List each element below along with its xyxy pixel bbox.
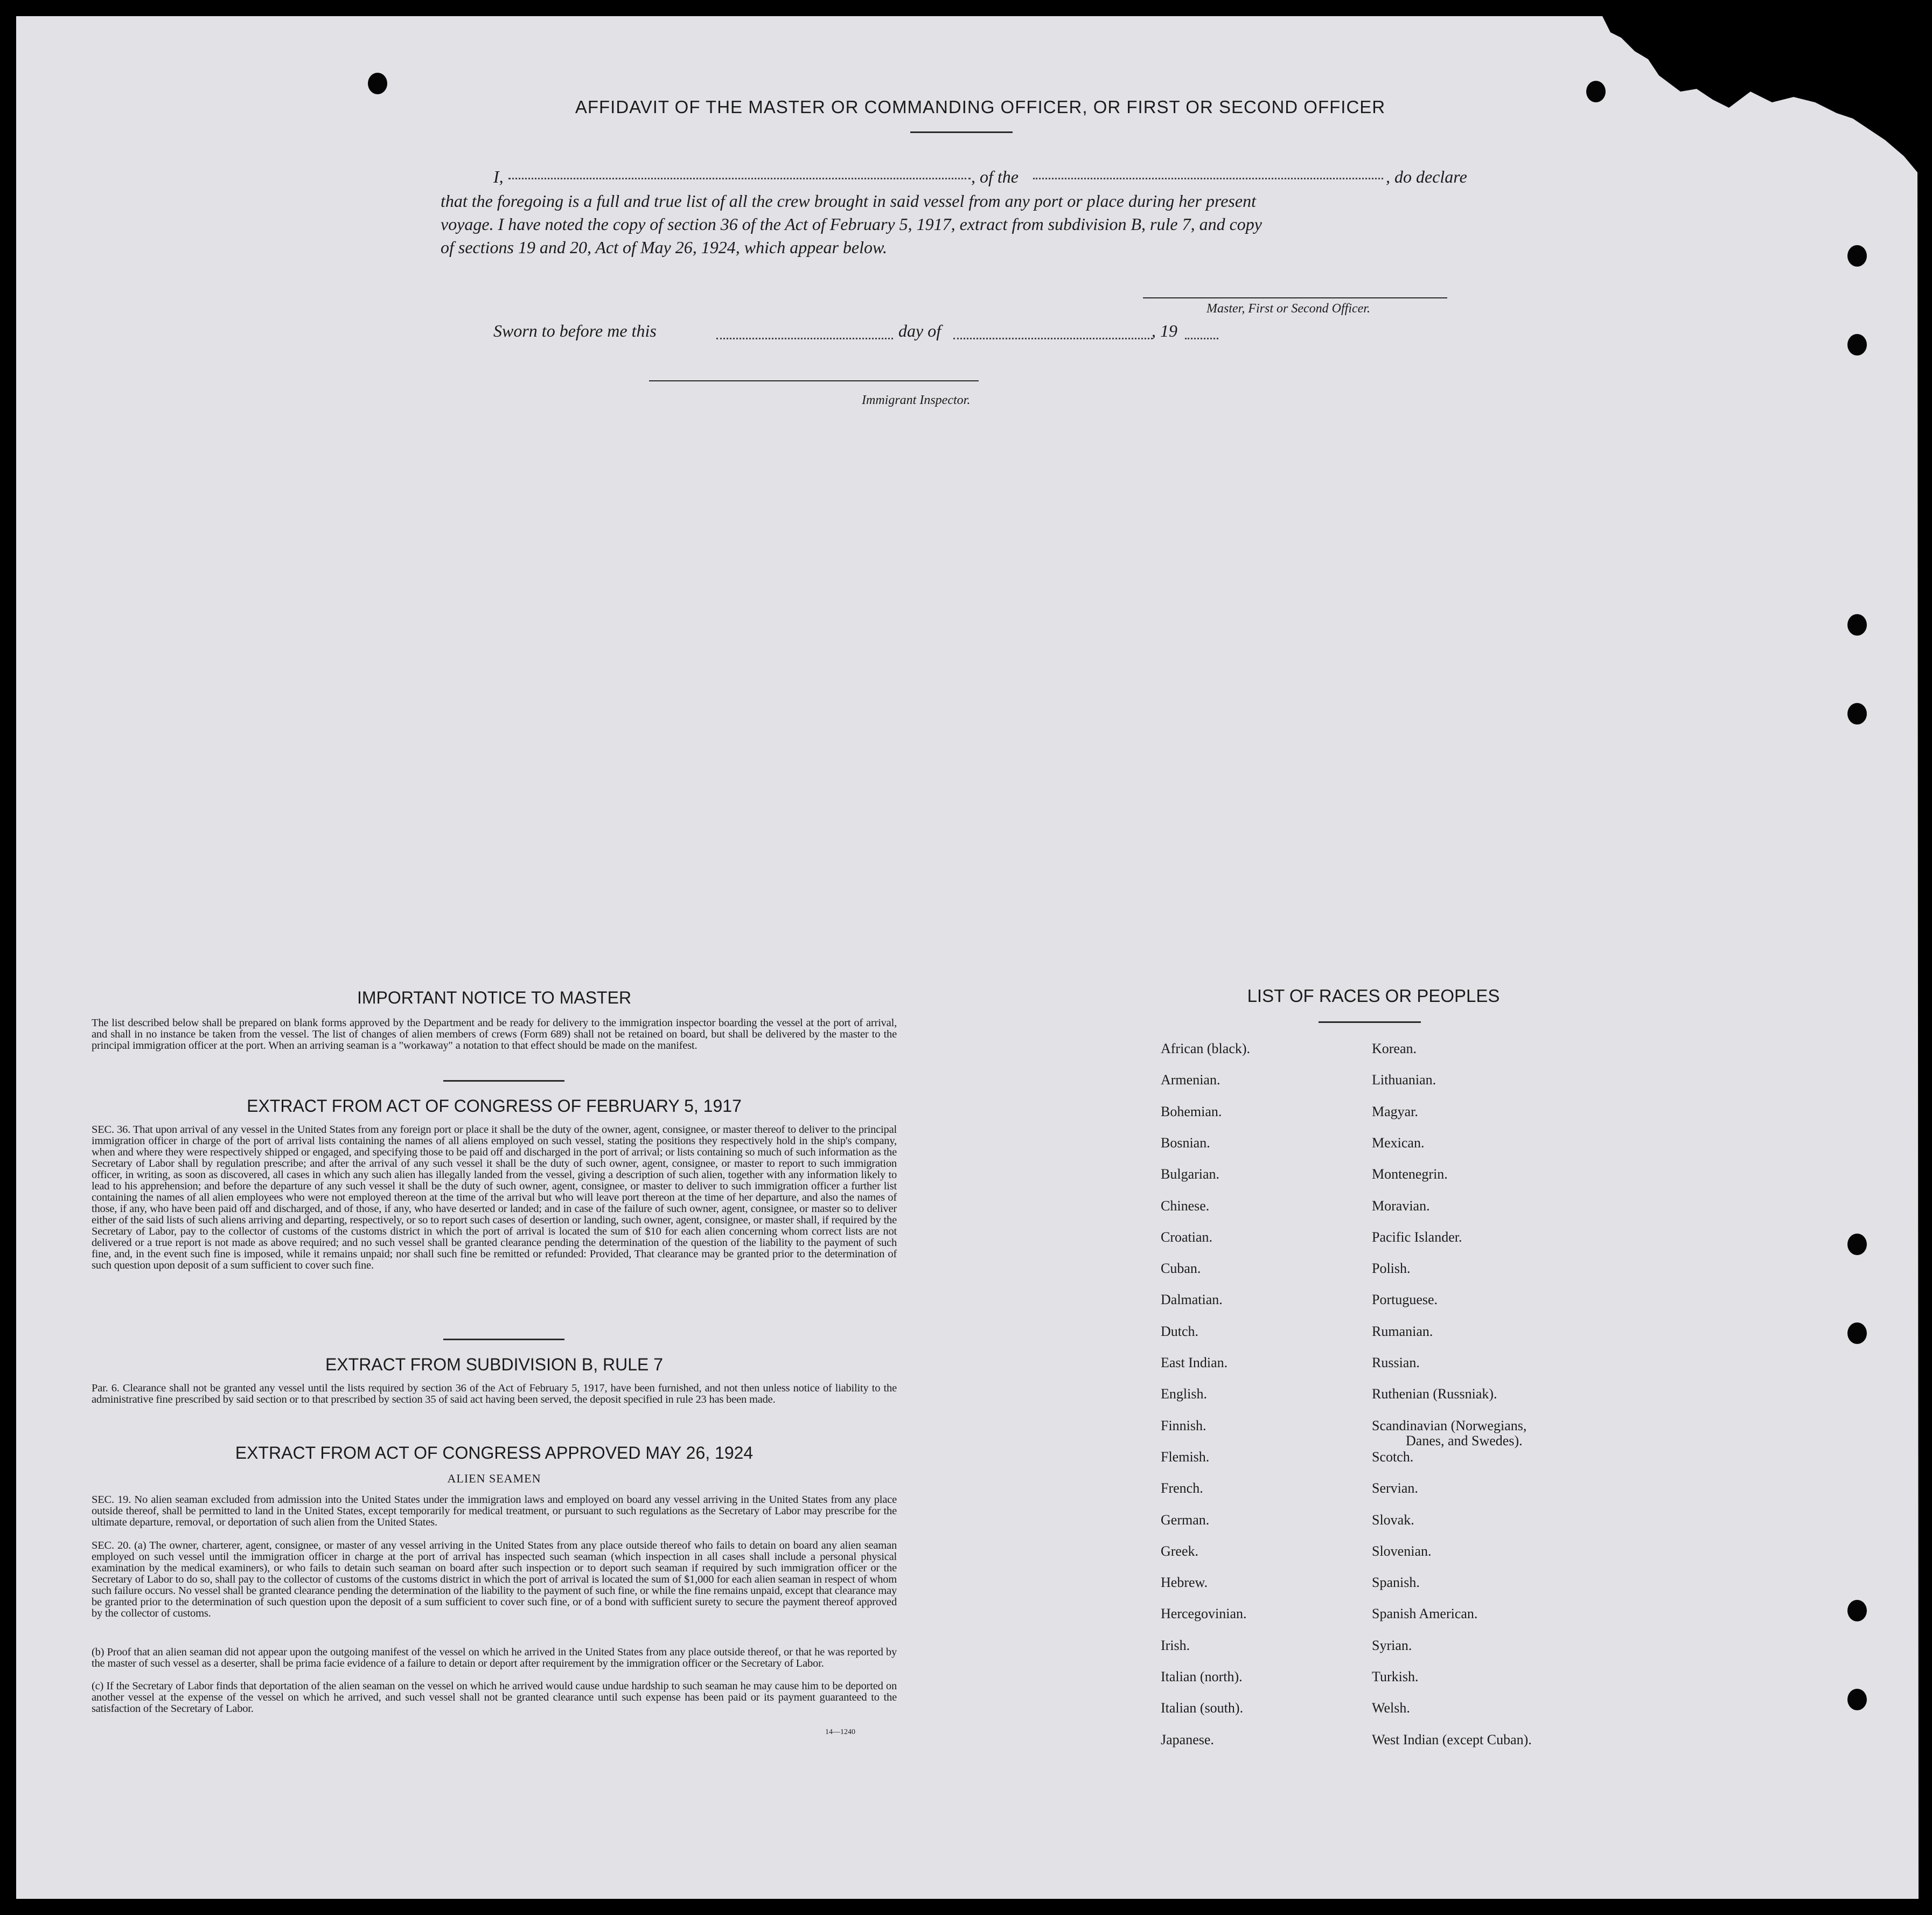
sworn-day-of: day of (898, 321, 941, 340)
race-item: Pacific Islander. (1372, 1229, 1462, 1245)
day-field[interactable] (716, 338, 893, 339)
vessel-field[interactable] (1033, 178, 1383, 179)
inspector-caption: Immigrant Inspector. (862, 393, 971, 407)
section-rule (443, 1080, 564, 1082)
punch-hole (1847, 703, 1867, 725)
race-item: Welsh. (1372, 1700, 1410, 1716)
race-item: Scotch. (1372, 1449, 1414, 1465)
race-item: Chinese. (1161, 1197, 1210, 1214)
races-title: LIST OF RACES OR PEOPLES (1247, 986, 1500, 1006)
punch-hole (1847, 1689, 1867, 1710)
race-item: Slovenian. (1372, 1543, 1432, 1559)
sworn-year: , 19 (1152, 321, 1177, 340)
rule-7-text: Par. 6. Clearance shall not be granted any vessel until the lists required by section 36 of the Act of February 5, 1917, have been furnished, and not then unless notice of liability to the administrative fine prescribed by said section or to that prescribed by section 35 of said act having been served, the deposit specified in rule 23 has been made. (92, 1382, 897, 1405)
race-item: Portuguese. (1372, 1292, 1438, 1308)
race-item-continuation: Danes, and Swedes). (1406, 1432, 1523, 1449)
race-item: Italian (north). (1161, 1669, 1243, 1684)
race-item: Dutch. (1161, 1323, 1199, 1339)
sec-20a-text: SEC. 20. (a) The owner, charterer, agent, consignee, or master of any vessel arriving in the United States from any place outside thereof who fails to detain on board any alien seaman employed on such vessel until the immigration officer in charge at the port of arrival has inspected such seaman (which inspection in all cases shall include a personal physical examination by the medical examiners), or who fails to detain such seaman on board after such inspection or to deport such seaman if required by such immigration officer or the Secretary of Labor to do so, shall pay to the collector of customs of the customs district in which the port of arrival is located the sum of $1,000 for each alien seaman in respect of whom such failure occurs. No vessel shall be granted clearance pending the determination of the liability to the payment of such fine, or while the fine remains unpaid, except that clearance may be granted prior to the determination of such question upon the deposit of a sum sufficient to cover such fine, or of a bond with sufficient surety to secure the payment thereof approved by the collector of customs. (92, 1540, 897, 1619)
master-signature-line[interactable] (1143, 297, 1447, 298)
race-item: Syrian. (1372, 1637, 1412, 1653)
notice-title: IMPORTANT NOTICE TO MASTER (357, 988, 632, 1007)
sec-20c-text: (c) If the Secretary of Labor finds that deportation of the alien seaman on the vessel on which he arrived would cause undue hardship to such seaman he may cause him to be deported on another vessel at the expense of the vessel on which he arrived, and such vessel shall not be granted clearance until such expense has been paid or its payment guaranteed to the satisfaction of the Secretary of Labor. (92, 1680, 897, 1715)
sworn-text: Sworn to before me this (493, 321, 657, 340)
race-item: Japanese. (1161, 1731, 1214, 1747)
form-number: 14—1240 (825, 1728, 855, 1736)
race-item: Slovak. (1372, 1512, 1414, 1528)
race-item: Croatian. (1161, 1229, 1213, 1245)
affidavit-text: , do declare (1386, 167, 1467, 186)
race-item: Korean. (1372, 1041, 1417, 1056)
race-item: Irish. (1161, 1637, 1190, 1653)
race-item: West Indian (except Cuban). (1372, 1731, 1532, 1747)
punch-hole (1847, 1322, 1867, 1344)
race-item: English. (1161, 1386, 1207, 1402)
race-item: Cuban. (1161, 1261, 1201, 1277)
race-item: Hercegovinian. (1161, 1606, 1247, 1622)
affidavit-title: AFFIDAVIT OF THE MASTER OR COMMANDING OFFICER, OR FIRST OR SECOND OFFICER (575, 97, 1386, 117)
punch-hole (1847, 334, 1867, 356)
race-item: African (black). (1161, 1041, 1251, 1056)
sec-20b-text: (b) Proof that an alien seaman did not appear upon the outgoing manifest of the vessel on which he arrived in the United States from any place outside thereof, or that he was reported by the master of such vessel as a deserter, shall be prima facie evidence of a failure to detain or deport after requirement by the immigration officer or the Secretary of Labor. (92, 1646, 897, 1669)
race-item: East Indian. (1161, 1355, 1228, 1370)
race-item: Mexican. (1372, 1134, 1425, 1151)
affidavit-i: I, (493, 167, 504, 186)
race-item: Spanish American. (1372, 1606, 1478, 1622)
race-item: Bohemian. (1161, 1103, 1222, 1119)
race-item: Spanish. (1372, 1575, 1420, 1591)
punch-hole (1847, 245, 1867, 267)
race-item: German. (1161, 1512, 1210, 1528)
race-item: Greek. (1161, 1543, 1199, 1559)
affidavit-line-2: that the foregoing is a full and true list of all the crew brought in said vessel from any port or place during her present (441, 191, 1256, 211)
race-item: Scandinavian (Norwegians, (1372, 1417, 1527, 1433)
affidavit-line-4: of sections 19 and 20, Act of May 26, 1924, which appear below. (441, 238, 887, 257)
affidavit-text: , of the (971, 167, 1019, 186)
race-item: Finnish. (1161, 1417, 1206, 1433)
section-rule (443, 1339, 564, 1340)
sec-19-text: SEC. 19. No alien seaman excluded from admission into the United States under the immigration laws and employed on board any vessel arriving in the United States from any place outside thereof, shall be permitted to land in the United States, except temporarily for medical treatment, or pursuant to such regulations as the Secretary of Labor may prescribe for the ultimate departure, removal, or deportation of such alien from the United States. (92, 1494, 897, 1528)
race-item: Polish. (1372, 1261, 1411, 1277)
race-item: Hebrew. (1161, 1575, 1208, 1591)
punch-hole (368, 73, 387, 94)
punch-hole (1847, 1234, 1867, 1255)
race-item: Bulgarian. (1161, 1166, 1220, 1182)
races-title-rule (1319, 1021, 1421, 1023)
race-item: Bosnian. (1161, 1134, 1210, 1151)
race-item: French. (1161, 1480, 1203, 1496)
month-field[interactable] (953, 338, 1153, 339)
notice-text: The list described below shall be prepared on blank forms approved by the Department and be ready for delivery to the immigration inspector boarding the vessel at the port of arrival, and shall in no instance be taken from the vessel. The list of changes of alien members of crews (Form 689) shall not be retained on board, but shall be delivered by the master to the principal immigration officer at the port. When an arriving seaman is a "workaway" a notation to that effect should be made on the manifest. (92, 1017, 897, 1051)
race-item: Ruthenian (Russniak). (1372, 1386, 1497, 1402)
act-1924-subtitle: ALIEN SEAMEN (447, 1472, 541, 1485)
punch-hole (1847, 1600, 1867, 1621)
rule-7-title: EXTRACT FROM SUBDIVISION B, RULE 7 (325, 1355, 664, 1374)
inspector-signature-line[interactable] (649, 380, 979, 381)
punch-hole (1847, 614, 1867, 636)
act-1917-title: EXTRACT FROM ACT OF CONGRESS OF FEBRUARY 5, 1917 (247, 1096, 742, 1116)
master-caption: Master, First or Second Officer. (1206, 302, 1370, 316)
affidavit-line-1 (441, 167, 1496, 187)
race-item: Servian. (1372, 1480, 1418, 1496)
race-item: Russian. (1372, 1355, 1420, 1370)
race-item: Italian (south). (1161, 1700, 1244, 1716)
year-field[interactable] (1185, 338, 1218, 339)
affidavit-line-3: voyage. I have noted the copy of section 36 of the Act of February 5, 1917, extract from subdivision B, rule 7, and copy (441, 214, 1262, 234)
name-field[interactable] (508, 178, 971, 179)
race-item: Montenegrin. (1372, 1166, 1448, 1182)
punch-hole (1586, 81, 1606, 102)
race-item: Moravian. (1372, 1197, 1430, 1214)
race-item: Magyar. (1372, 1103, 1418, 1119)
race-item: Armenian. (1161, 1072, 1220, 1088)
title-rule (910, 131, 1013, 133)
race-item: Flemish. (1161, 1449, 1210, 1465)
race-item: Lithuanian. (1372, 1072, 1436, 1088)
race-item: Turkish. (1372, 1669, 1419, 1684)
race-item: Dalmatian. (1161, 1292, 1223, 1308)
act-1917-text: SEC. 36. That upon arrival of any vessel in the United States from any foreign port or place it shall be the duty of the owner, agent, consignee, or master thereof to deliver to the principal immigration officer in charge of the port of arrival lists containing the names of all aliens employed on such vessel, stating the positions they respectively hold in the ship's company, when and where they were respectively shipped or engaged, and specifying those to be paid off and discharged in the port of arrival; or lists containing so much of such information as the Secretary of Labor shall by regulation prescribe; and after the arrival of any such vessel it shall be the duty of such owner, agent, consignee, or master to report to such immigration officer, in writing, as soon as discovered, all cases in which any such alien has illegally landed from the vessel, giving a description of such alien, together with any information likely to lead to his apprehension; and before the departure of any such vessel it shall be the duty of such owner, agent, consignee, or master to deliver to such immigration officer a further list containing the names of all alien employees who were not employed thereon at the time of the arrival but who will leave port thereon at the time of her departure, and also the names of those, if any, who have been paid off and discharged, and of those, if any, who have deserted or landed; and in case of the failure of such owner, agent, consignee, or master so to deliver either of the said lists of such aliens arriving and departing, respectively, or so to report such cases of desertion or landing, such owner, agent, consignee, or master shall, if required by the Secretary of Labor, pay to the collector of customs of the customs district in which the port of arrival is located the sum of $10 for each alien concerning whom correct lists are not delivered or a true report is not made as above required; and no such vessel shall be granted clearance pending the determination of the question of the liability to the payment of such fine, and, in the event such fine is imposed, while it remains unpaid; nor shall such fine be remitted or refunded: Provided, That clearance may be granted prior to the determination of such question upon deposit of a sum sufficient to cover such fine. (92, 1124, 897, 1271)
act-1924-title: EXTRACT FROM ACT OF CONGRESS APPROVED MAY 26, 1924 (235, 1443, 754, 1463)
race-item: Rumanian. (1372, 1323, 1433, 1339)
